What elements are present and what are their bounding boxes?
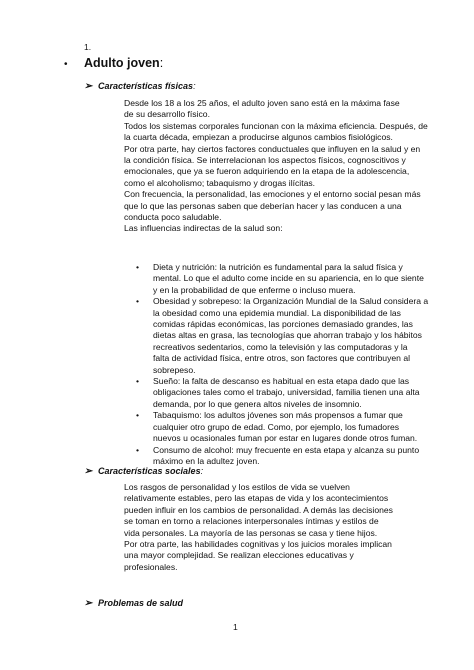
section-title: Características físicas [98,81,194,91]
list-item [136,445,428,468]
text-line: Por otra parte, hay ciertos factores conductuales que influyen en la salud y en [124,143,421,154]
bullet-icon: • [136,296,140,307]
bullet-icon: • [136,410,140,421]
text-line: de su desarrollo físico. [124,109,210,120]
section-title: Características sociales [98,466,201,476]
text-line: Por otra parte, las habilidades cognitivas y los juicios morales implican [124,539,392,550]
text-line: nuevos u ocasionales fuman por estar en lugares donde otros fuman. [153,433,418,444]
text-line: emocionales, que ya se fueron adquiriendo en la etapa de la adolescencia, [124,166,410,177]
list-number: 1. [84,42,92,52]
text-line: Dieta y nutrición: la nutrición es fundamental para la salud física y [153,262,403,272]
text-line: Todos los sistemas corporales funcionan con la máxima eficiencia. Después, de [124,120,428,131]
section-heading-fisicas [84,81,196,92]
text-line: se toman en torno a relaciones interpersonales íntimas y estilos de [124,516,379,527]
text-line: Desde los 18 a los 25 años, el adulto joven sano está en la máxima fase [124,98,400,108]
page-number: 1 [233,622,238,632]
text-line: demanda, por lo que genera altos niveles de insomnio. [153,398,362,409]
section-heading-sociales [84,466,203,477]
arrow-bullet-icon: ➢ [84,81,93,92]
text-line: relativamente estables, pero las etapas de vida y los acontecimientos [124,493,389,504]
text-line: Obesidad y sobrepeso: la Organización Mundial de la Salud considera a [153,296,429,307]
text-line: Sueño: la falta de descanso es habitual en esta etapa dado que las [153,376,410,387]
text-line: la condición física. Se interrelacionan los aspectos físicos, cognoscitivos y [124,155,406,166]
bullet-icon: • [136,376,140,387]
list-item [136,296,428,376]
text-line: la obesidad como una epidemia mundial. La disponibilidad de las [153,307,401,318]
influences-list [136,262,428,467]
text-line: que lo que las personas saben que deberían hacer y las conducen a una [124,200,402,211]
text-line: comidas rápidas económicas, las porciones demasiado grandes, las [153,319,413,330]
bullet-icon: • [136,444,140,455]
text-line: Los rasgos de personalidad y los estilos de vida se vuelven [124,482,350,492]
text-line: recreativos sedentarios, como la televisión y las computadoras y la [153,341,408,352]
text-line: mental. Lo que el adulto come incide en su apariencia, en lo que siente [153,273,424,284]
section-colon: : [193,81,196,91]
text-line: Con frecuencia, la personalidad, las emociones y el entorno social pesan más [124,189,421,200]
list-item [136,410,428,444]
text-line: y en la probabilidad de que enferme o incluso muera. [153,284,356,295]
text-line: obligaciones tales como el trabajo, universidad, familia tienen una alta [153,387,420,398]
heading-colon: : [159,56,164,70]
text-line: una mayor complejidad. Se realizan elecciones educativas y [124,550,354,561]
text-line: Las influencias indirectas de la salud son: [124,223,283,234]
list-item [136,262,428,296]
text-line: Consumo de alcohol: muy frecuente en esta etapa y alcanza su punto [153,444,420,455]
text-line: pueden influir en los cambios de personalidad. A demás las decisiones [124,504,393,515]
text-line: Tabaquismo: los adultos jóvenes son más propensos a fumar que [153,410,403,421]
bullet-icon: • [136,262,140,272]
text-line: dietas altas en grasa, las tecnologías que ahorran trabajo y los hábitos [153,330,422,341]
section-title: Problemas de salud [98,598,184,608]
section-colon: : [200,466,204,476]
main-heading [64,56,163,70]
section-heading-problemas [84,598,183,609]
fisicas-paragraph [124,98,428,235]
bullet-icon: • [64,59,68,70]
text-line: como el alcoholismo; tabaquismo y drogas ilícitas. [124,177,316,188]
arrow-bullet-icon: ➢ [84,466,93,477]
arrow-bullet-icon: ➢ [84,598,93,609]
list-item [136,376,428,410]
text-line: la cuarta década, empiezan a producirse algunos cambios fisiológicos. [124,132,393,143]
text-line: falta de actividad física, entre otros, son factores que contribuyen al [153,353,411,364]
text-line: máximo en la adultez joven. [153,455,260,466]
sociales-paragraph [124,482,393,573]
text-line: profesionales. [124,561,178,572]
heading-title: Adulto joven [84,56,160,70]
text-line: vida personales. La mayoría de las personas se casa y tiene hijos. [124,527,378,538]
text-line: sobrepeso. [153,364,196,375]
text-line: conducta poco saludable. [124,212,222,223]
text-line: cualquier otro grupo de edad. Como, por ejemplo, los fumadores [153,421,400,432]
